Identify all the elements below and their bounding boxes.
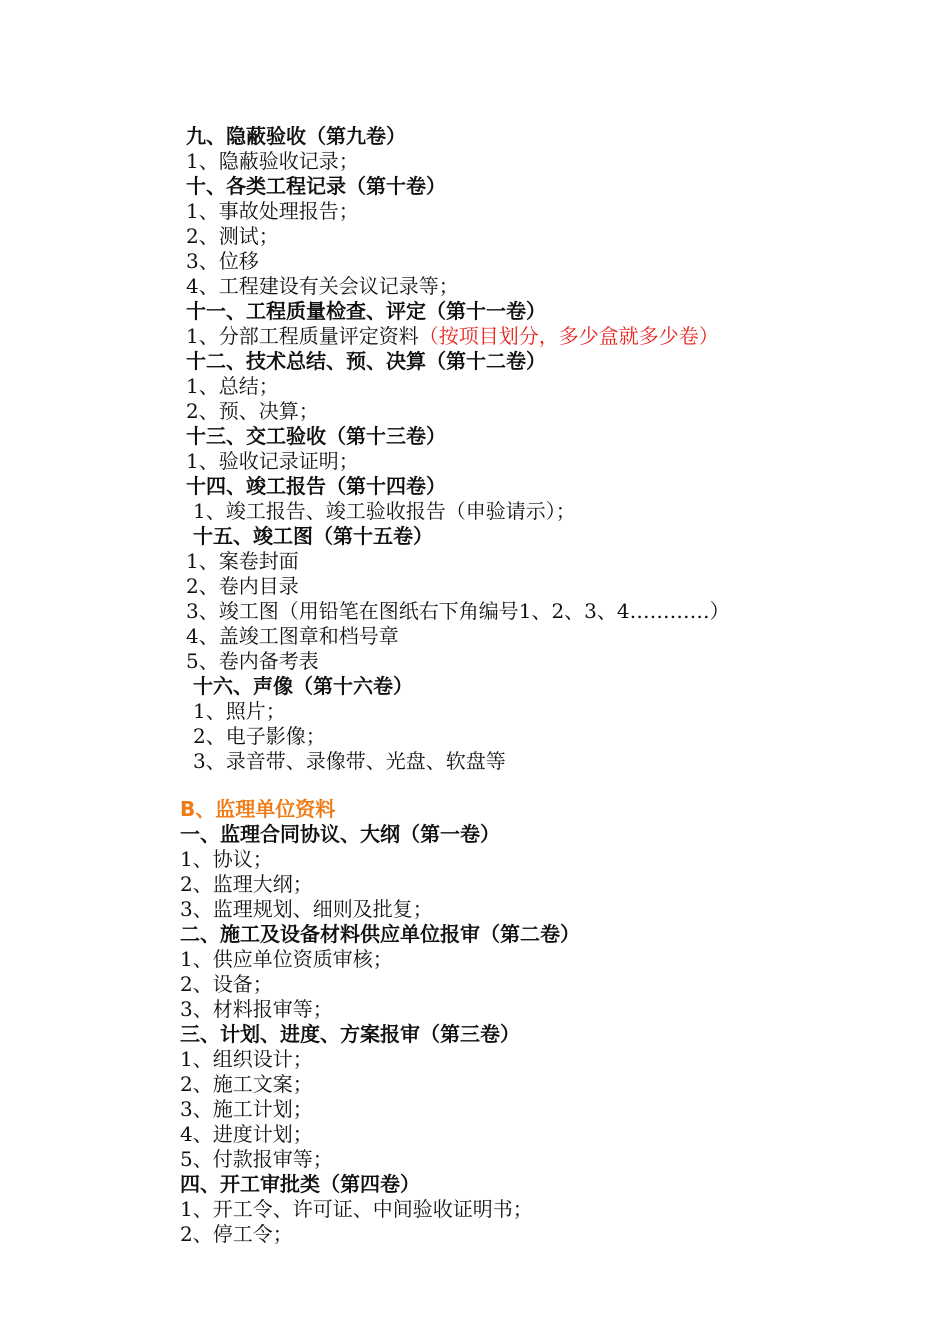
list-item: 2、停工令； xyxy=(180,1222,293,1246)
red-note: （按项目划分，多少盒就多少卷） xyxy=(418,324,719,348)
list-item: 1、照片； xyxy=(193,699,286,723)
section-heading-12: 十二、技术总结、预、决算（第十二卷） xyxy=(186,349,546,373)
section-heading-13: 十三、交工验收（第十三卷） xyxy=(186,424,446,448)
list-item: 4、盖竣工图章和档号章 xyxy=(186,624,399,648)
list-item: 2、测试； xyxy=(186,224,279,248)
list-item: 1、总结； xyxy=(186,374,279,398)
list-item: 1、协议； xyxy=(180,847,273,871)
section-heading-b1: 一、监理合同协议、大纲（第一卷） xyxy=(180,822,500,846)
list-item-text: 1、分部工程质量评定资料 xyxy=(186,324,419,348)
list-item: 1、竣工报告、竣工验收报告（申验请示）； xyxy=(193,499,576,523)
list-item: 2、设备； xyxy=(180,972,273,996)
section-heading-14: 十四、竣工报告（第十四卷） xyxy=(186,474,446,498)
list-item: 1、案卷封面 xyxy=(186,549,299,573)
list-item: 3、施工计划； xyxy=(180,1097,313,1121)
section-heading-15: 十五、竣工图（第十五卷） xyxy=(193,524,433,548)
list-item: 5、卷内备考表 xyxy=(186,649,319,673)
section-heading-b4: 四、开工审批类（第四卷） xyxy=(180,1172,420,1196)
list-item: 3、录音带、录像带、光盘、软盘等 xyxy=(193,749,506,773)
list-item: 4、进度计划； xyxy=(180,1122,313,1146)
section-heading-10: 十、各类工程记录（第十卷） xyxy=(186,174,446,198)
list-item: 1、组织设计； xyxy=(180,1047,313,1071)
list-item: 1、供应单位资质审核； xyxy=(180,947,393,971)
section-heading-9: 九、隐蔽验收（第九卷） xyxy=(186,124,406,148)
list-item xyxy=(186,324,719,348)
section-heading-11: 十一、工程质量检查、评定（第十一卷） xyxy=(186,299,546,323)
part-b-heading: B、监理单位资料 xyxy=(180,797,336,821)
list-item: 4、工程建设有关会议记录等； xyxy=(186,274,459,298)
list-item: 2、电子影像； xyxy=(193,724,326,748)
section-heading-16: 十六、声像（第十六卷） xyxy=(193,674,413,698)
list-item: 2、卷内目录 xyxy=(186,574,299,598)
list-item: 1、事故处理报告； xyxy=(186,199,359,223)
list-item: 5、付款报审等； xyxy=(180,1147,333,1171)
section-heading-b2: 二、施工及设备材料供应单位报审（第二卷） xyxy=(180,922,580,946)
list-item: 3、监理规划、细则及批复； xyxy=(180,897,433,921)
list-item: 2、施工文案； xyxy=(180,1072,313,1096)
list-item: 1、验收记录证明； xyxy=(186,449,359,473)
list-item: 1、隐蔽验收记录； xyxy=(186,149,359,173)
list-item: 2、预、决算； xyxy=(186,399,319,423)
section-heading-b3: 三、计划、进度、方案报审（第三卷） xyxy=(180,1022,520,1046)
list-item: 2、监理大纲； xyxy=(180,872,313,896)
list-item: 3、竣工图（用铅笔在图纸右下角编号1、2、3、4…………） xyxy=(186,599,730,623)
list-item: 3、位移 xyxy=(186,249,259,273)
list-item: 1、开工令、许可证、中间验收证明书； xyxy=(180,1197,533,1221)
list-item: 3、材料报审等； xyxy=(180,997,333,1021)
